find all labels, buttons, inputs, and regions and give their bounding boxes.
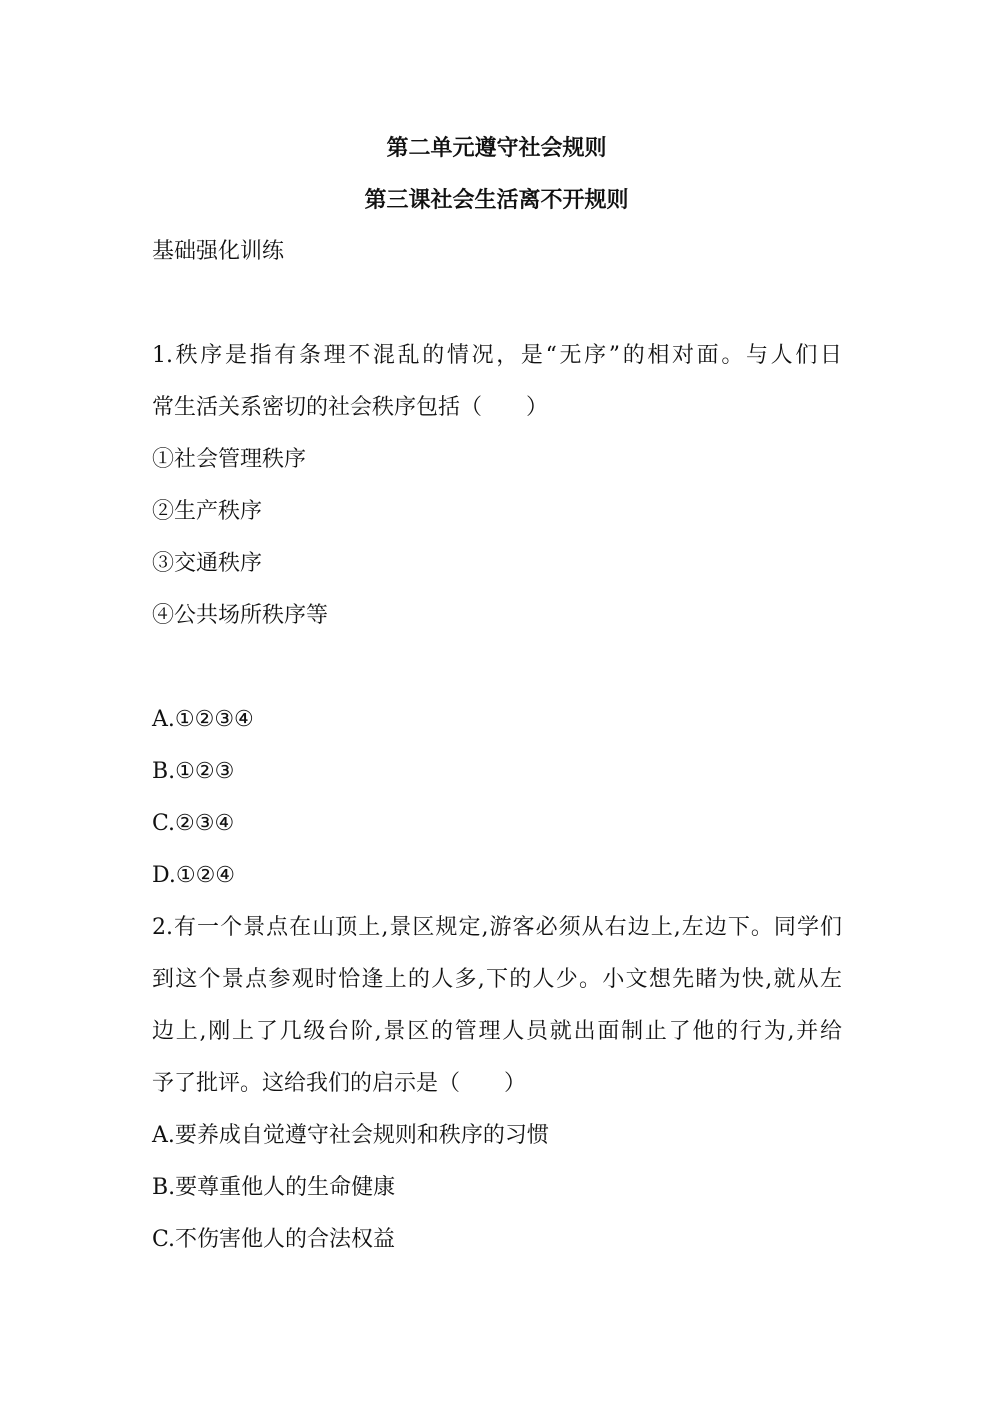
q2-stem-line-4: 予了批评。这给我们的启示是（ ） xyxy=(152,1071,527,1096)
q1-item: ②生产秩序 xyxy=(152,499,263,524)
q2-option-a: A.要养成自觉遵守社会规则和秩序的习惯 xyxy=(152,1123,549,1148)
lesson-title: 第三课社会生活离不开规则 xyxy=(364,187,629,213)
q2-option-c: C.不伤害他人的合法权益 xyxy=(152,1227,396,1252)
q1-option-a: A.①②③④ xyxy=(152,707,254,732)
q1-item: ③交通秩序 xyxy=(152,551,263,576)
q1-option-c: C.②③④ xyxy=(152,811,235,836)
q2-stem-line-2: 到这个景点参观时恰逢上的人多,下的人少。小文想先睹为快,就从左 xyxy=(152,967,842,992)
q1-item: ④公共场所秩序等 xyxy=(152,603,329,628)
q2-stem-line-3: 边上,刚上了几级台阶,景区的管理人员就出面制止了他的行为,并给 xyxy=(152,1019,842,1044)
q1-option-d: D.①②④ xyxy=(152,863,236,888)
q2-option-b: B.要尊重他人的生命健康 xyxy=(152,1175,396,1200)
unit-title: 第二单元遵守社会规则 xyxy=(386,135,607,161)
q1-stem-line-2: 常生活关系密切的社会秩序包括（ ） xyxy=(152,395,549,420)
q1-item: ①社会管理秩序 xyxy=(152,447,307,472)
q1-option-b: B.①②③ xyxy=(152,759,235,784)
q1-stem-line-1: 1.秩序是指有条理不混乱的情况，是“无序”的相对面。与人们日 xyxy=(152,343,842,368)
section-label: 基础强化训练 xyxy=(152,239,285,264)
q2-stem-line-1: 2.有一个景点在山顶上,景区规定,游客必须从右边上,左边下。同学们 xyxy=(152,915,842,940)
